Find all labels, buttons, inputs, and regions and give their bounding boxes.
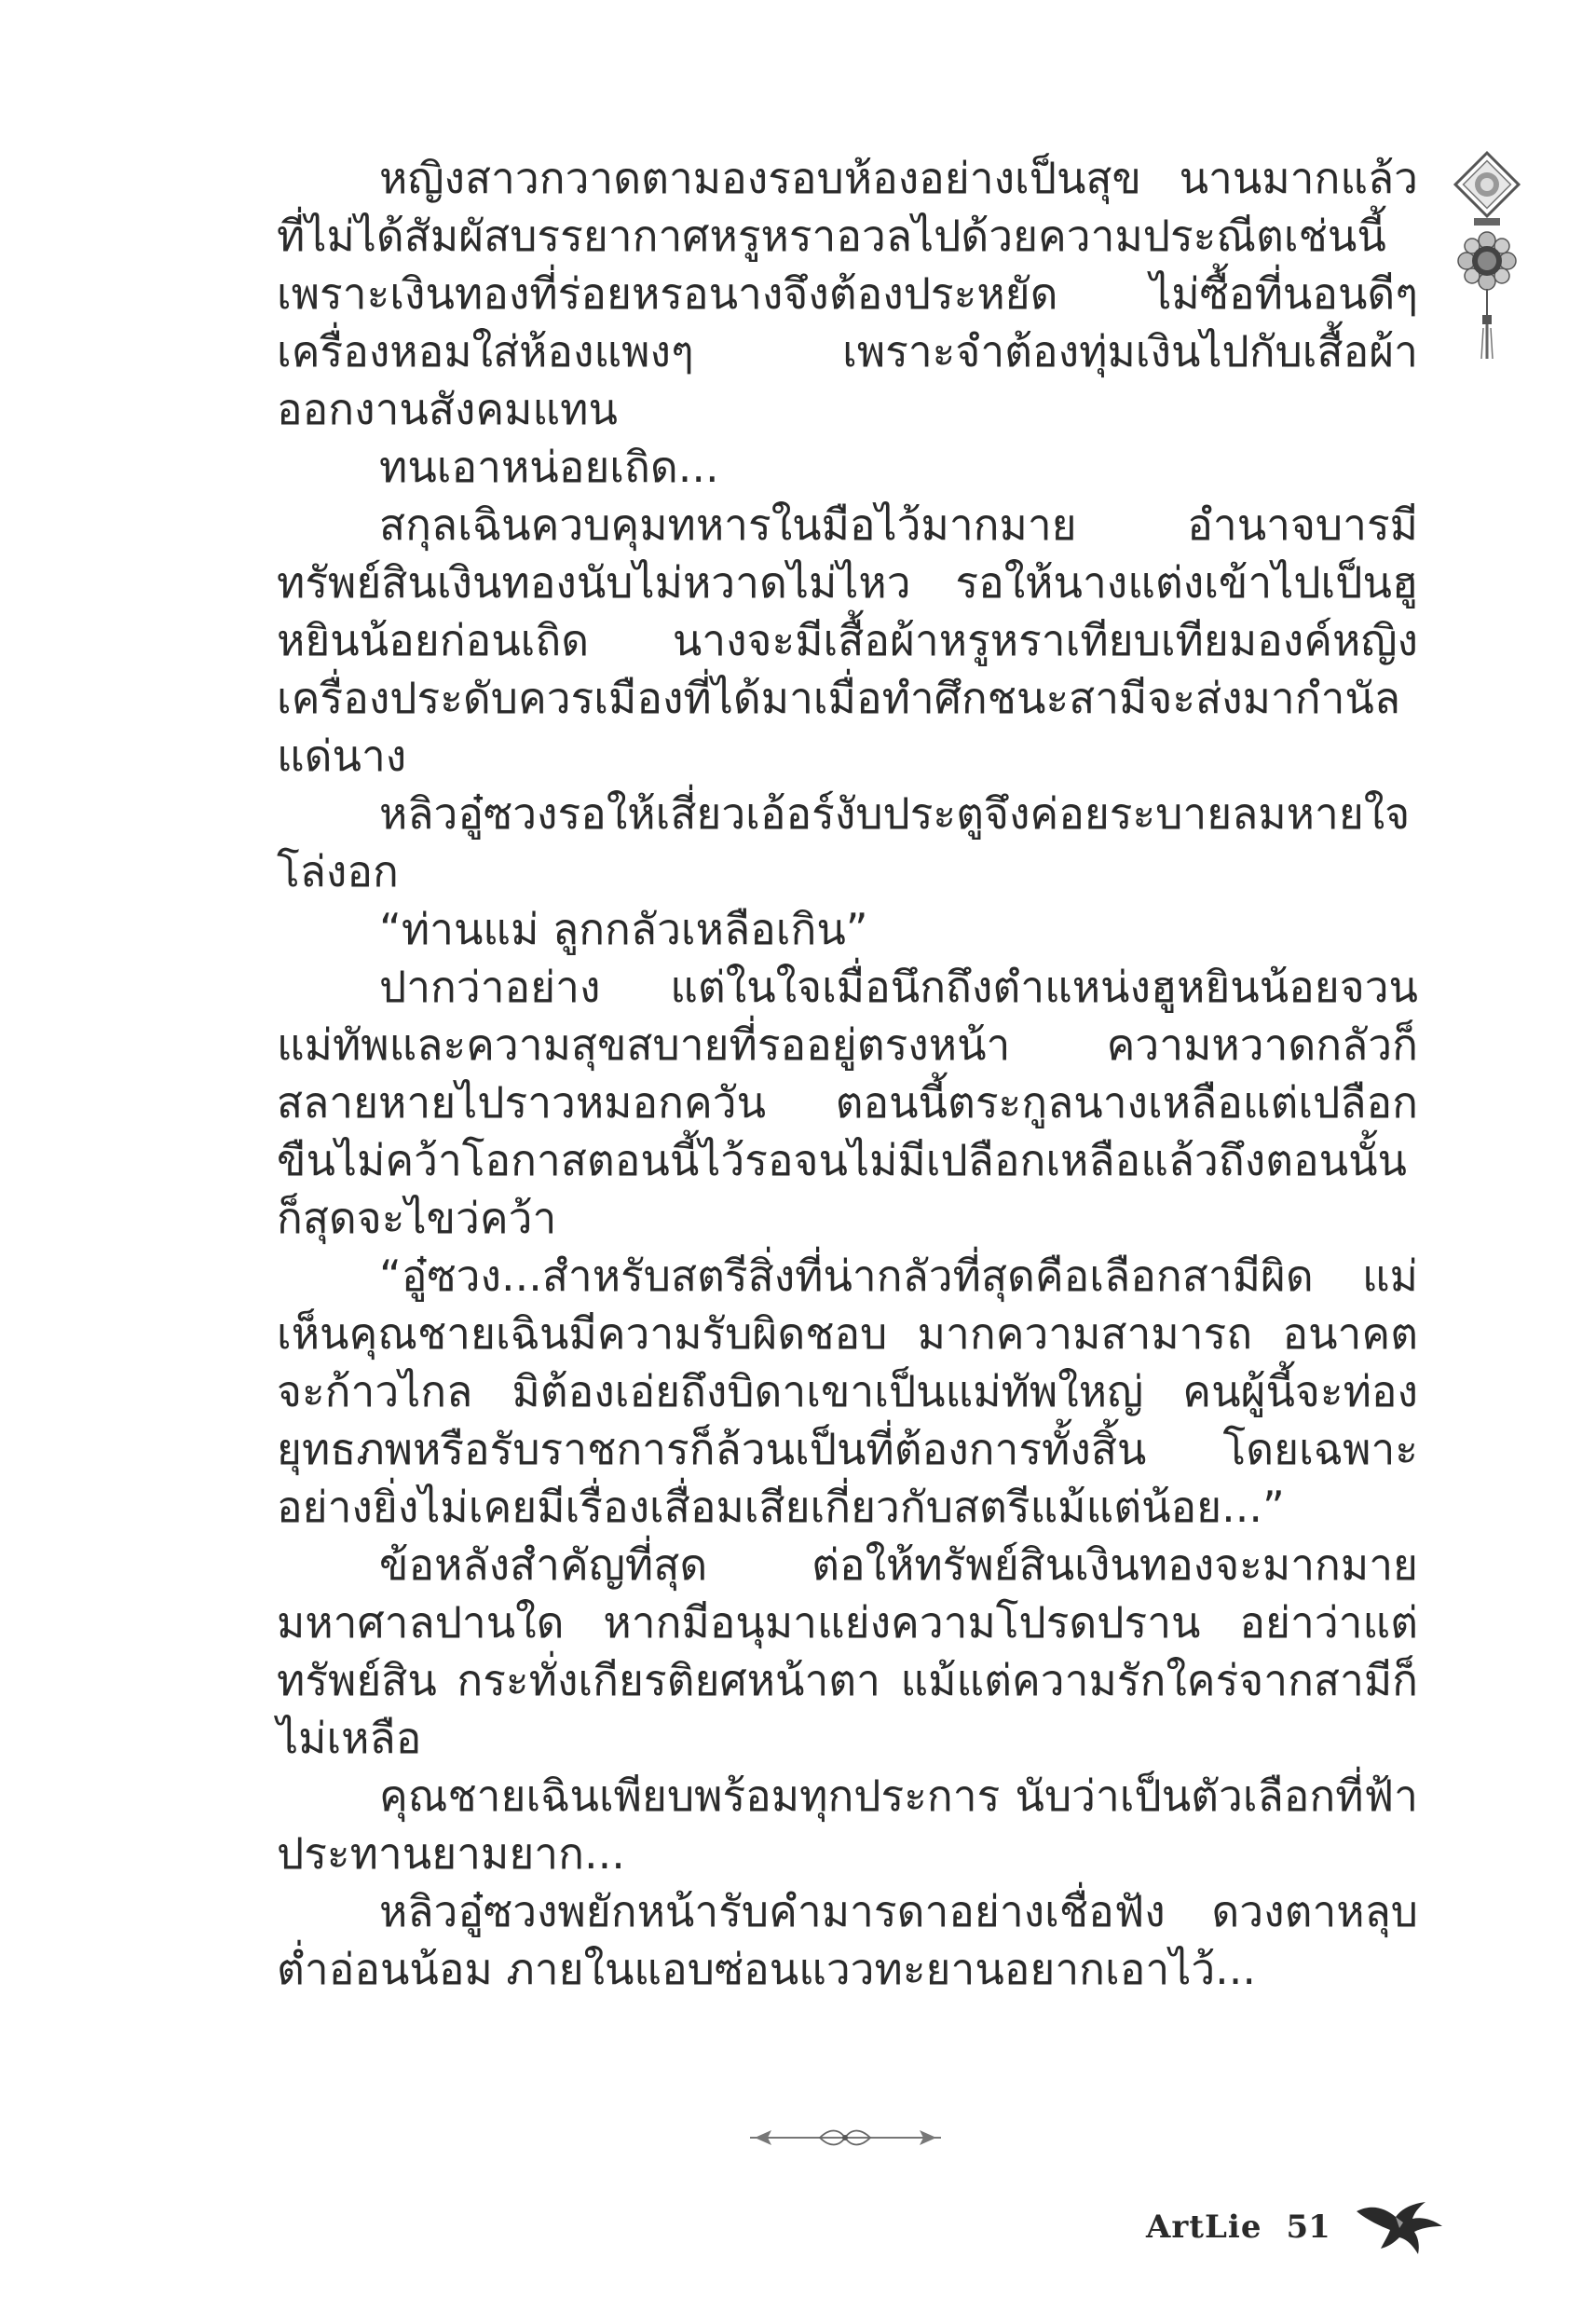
paragraph-2: ทนเอาหน่อยเถิด... xyxy=(379,442,719,492)
paragraph-1: หญิงสาวกวาดตามองรอบห้องอย่างเป็นสุข นานมากแล้วที่ไม่ได้สัมผัสบรรยากาศหรูหราอวลไปด้วยความประณีตเช่นนี้ เพราะเงินทองที่ร่อยหรอนางจึงต้องประหยัด ไม่ซื้อที่นอนดีๆ เครื่องหอมใส่ห้องแพงๆ เพราะจำต้องทุ่มเงินไปกับเสื้อผ้าออกงานสังคมแทน xyxy=(277,153,1418,434)
page-number: 51 xyxy=(1286,2208,1330,2246)
seal-ornament-icon xyxy=(1450,149,1524,373)
publisher-brand: ArtLie xyxy=(1146,2208,1262,2246)
paragraph-5: “ท่านแม่ ลูกกลัวเหลือเกิน” xyxy=(379,904,868,954)
page-footer xyxy=(1146,2195,1446,2260)
paragraph-3: สกุลเฉินควบคุมทหารในมือไว้มากมาย อำนาจบารมีทรัพย์สินเงินทองนับไม่หวาดไม่ไหว รอให้นางแต่งเข้าไปเป็นฮูหยินน้อยก่อนเถิด นางจะมีเสื้อผ้าหรูหราเทียบเทียมองค์หญิง เครื่องประดับควรเมืองที่ได้มาเมื่อทำศึกชนะสามีจะส่งมากำนัลแด่นาง xyxy=(277,499,1418,781)
paragraph-7: “อู๋ซวง...สำหรับสตรีสิ่งที่น่ากลัวที่สุดคือเลือกสามีผิด แม่เห็นคุณชายเฉินมีความรับผิดชอบ มากความสามารถ อนาคตจะก้าวไกล มิต้องเอ่ยถึงบิดาเขาเป็นแม่ทัพใหญ่ คนผู้นี้จะท่องยุทธภพหรือรับราชการก็ล้วนเป็นที่ต้องการทั้งสิ้น โดยเฉพาะอย่างยิ่งไม่เคยมีเรื่องเสื่อมเสียเกี่ยวกับสตรีแม้แต่น้อย...” xyxy=(277,1251,1418,1532)
paragraph-6: ปากว่าอย่าง แต่ในใจเมื่อนึกถึงตำแหน่งฮูหยินน้อยจวนแม่ทัพและความสุขสบายที่รออยู่ตรงหน้า ความหวาดกลัวก็สลายหายไปราวหมอกควัน ตอนนี้ตระกูลนางเหลือแต่เปลือก ขืนไม่คว้าโอกาสตอนนี้ไว้รอจนไม่มีเปลือกเหลือแล้วถึงตอนนั้นก็สุดจะไขว่คว้า xyxy=(277,962,1418,1243)
eagle-icon xyxy=(1353,2195,1446,2260)
body-text xyxy=(277,149,1418,1998)
paragraph-10: หลิวอู๋ซวงพยักหน้ารับคำมารดาอย่างเชื่อฟัง ดวงตาหลุบต่ำอ่อนน้อม ภายในแอบซ่อนแววทะยานอยากเอาไว้... xyxy=(277,1886,1418,1994)
paragraph-9: คุณชายเฉินเพียบพร้อมทุกประการ นับว่าเป็นตัวเลือกที่ฟ้าประทานยามยาก... xyxy=(277,1771,1418,1879)
paragraph-8: ข้อหลังสำคัญที่สุด ต่อให้ทรัพย์สินเงินทองจะมากมายมหาศาลปานใด หากมีอนุมาแย่งความโปรดปราน อย่าว่าแต่ทรัพย์สิน กระทั่งเกียรติยศหน้าตา แม้แต่ความรักใคร่จากสามีก็ไม่เหลือ xyxy=(277,1539,1418,1763)
paragraph-4: หลิวอู๋ซวงรอให้เสี่ยวเอ้อร์งับประตูจึงค่อยระบายลมหายใจโล่งอก xyxy=(277,788,1411,896)
floral-divider-icon xyxy=(745,2126,946,2149)
